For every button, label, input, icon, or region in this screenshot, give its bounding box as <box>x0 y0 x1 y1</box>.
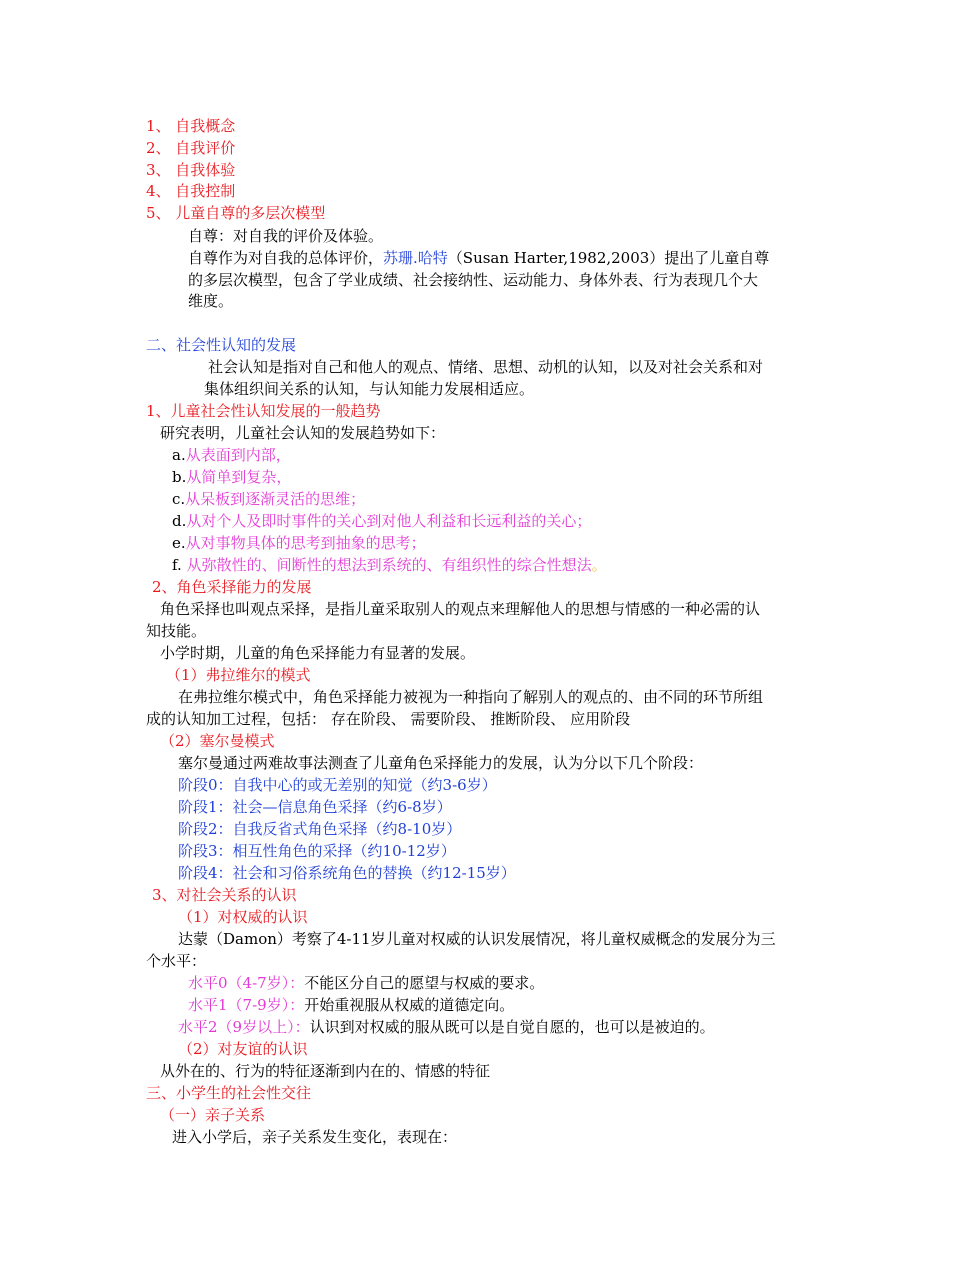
list-item: 水平2（9岁以上）：认识到对权威的服从既可以是自觉自愿的，也可以是被迫的。 <box>178 1018 715 1036</box>
subheading: 2、角色采择能力的发展 <box>152 578 312 596</box>
subheading: （2）塞尔曼模式 <box>160 732 275 750</box>
list-item: 阶段0：自我中心的或无差别的知觉（约3-6岁） <box>178 776 497 794</box>
list-item: 水平1（7-9岁）：开始重视服从权威的道德定向。 <box>188 996 515 1014</box>
section-heading: 三、小学生的社会性交往 <box>146 1084 312 1102</box>
subheading: （2）对友谊的认识 <box>178 1040 308 1058</box>
list-item: e.从对事物具体的思考到抽象的思考； <box>172 534 426 552</box>
list-item: 1、 自我概念 <box>146 117 236 135</box>
paragraph: 进入小学后，亲子关系发生变化，表现在： <box>172 1128 458 1146</box>
list-item: 4、 自我控制 <box>146 182 236 200</box>
list-item: 阶段1：社会—信息角色采择（约6-8岁） <box>178 798 452 816</box>
list-item: f. 从弥散性的、间断性的想法到系统的、有组织性的综合性想法。 <box>172 556 607 574</box>
subheading: 1、儿童社会性认知发展的一般趋势 <box>146 402 381 420</box>
paragraph: 塞尔曼通过两难故事法测查了儿童角色采择能力的发展，认为分以下几个阶段： <box>178 754 704 772</box>
paragraph: 小学时期，儿童的角色采择能力有显著的发展。 <box>160 644 476 662</box>
list-item: 5、 儿童自尊的多层次模型 <box>146 204 326 222</box>
subheading: 3、对社会关系的认识 <box>152 886 297 904</box>
subheading: （一）亲子关系 <box>160 1106 266 1124</box>
paragraph: 个水平： <box>146 952 207 970</box>
paragraph: 角色采择也叫观点采择，是指儿童采取别人的观点来理解他人的思想与情感的一种必需的认 <box>160 600 761 618</box>
paragraph: 自尊：对自我的评价及体验。 <box>188 227 384 245</box>
paragraph: 在弗拉维尔模式中，角色采择能力被视为一种指向了解别人的观点的、由不同的环节所组 <box>178 688 764 706</box>
list-item: 2、 自我评价 <box>146 139 236 157</box>
list-item: 3、 自我体验 <box>146 161 236 179</box>
list-item: c.从呆板到逐渐灵活的思维； <box>172 490 366 508</box>
paragraph: 社会认知是指对自己和他人的观点、情绪、思想、动机的认知，以及对社会关系和对 <box>208 358 764 376</box>
section-heading: 二、社会性认知的发展 <box>146 336 297 354</box>
paragraph: 达蒙（Damon）考察了4-11岁儿童对权威的认识发展情况，将儿童权威概念的发展分为三 <box>178 930 776 948</box>
list-item: 阶段2：自我反省式角色采择（约8-10岁） <box>178 820 462 838</box>
paragraph: 知技能。 <box>146 622 207 640</box>
list-item: 水平0（4-7岁）：不能区分自己的愿望与权威的要求。 <box>188 974 545 992</box>
paragraph: 研究表明，儿童社会认知的发展趋势如下： <box>160 424 446 442</box>
paragraph: 成的认知加工过程，包括： 存在阶段、 需要阶段、 推断阶段、 应用阶段 <box>146 710 631 728</box>
list-item: a.从表面到内部， <box>172 446 291 464</box>
subheading: （1）弗拉维尔的模式 <box>166 666 311 684</box>
paragraph: 维度。 <box>188 292 234 310</box>
subheading: （1）对权威的认识 <box>178 908 308 926</box>
paragraph: 从外在的、行为的特征逐渐到内在的、情感的特征 <box>160 1062 491 1080</box>
author-name: 苏珊.哈特 <box>383 249 448 267</box>
list-item: b.从简单到复杂， <box>172 468 292 486</box>
list-item: 阶段4：社会和习俗系统角色的替换（约12-15岁） <box>178 864 516 882</box>
list-item: 阶段3：相互性角色的采择（约10-12岁） <box>178 842 456 860</box>
paragraph: 的多层次模型，包含了学业成绩、社会接纳性、运动能力、身体外表、行为表现几个大 <box>188 271 759 289</box>
paragraph: 集体组织间关系的认知，与认知能力发展相适应。 <box>204 380 535 398</box>
list-item: d.从对个人及即时事件的关心到对他人利益和长远利益的关心； <box>172 512 592 530</box>
paragraph: 自尊作为对自我的总体评价，苏珊.哈特（Susan Harter,1982,2003）提出了儿童自尊 <box>188 249 770 267</box>
